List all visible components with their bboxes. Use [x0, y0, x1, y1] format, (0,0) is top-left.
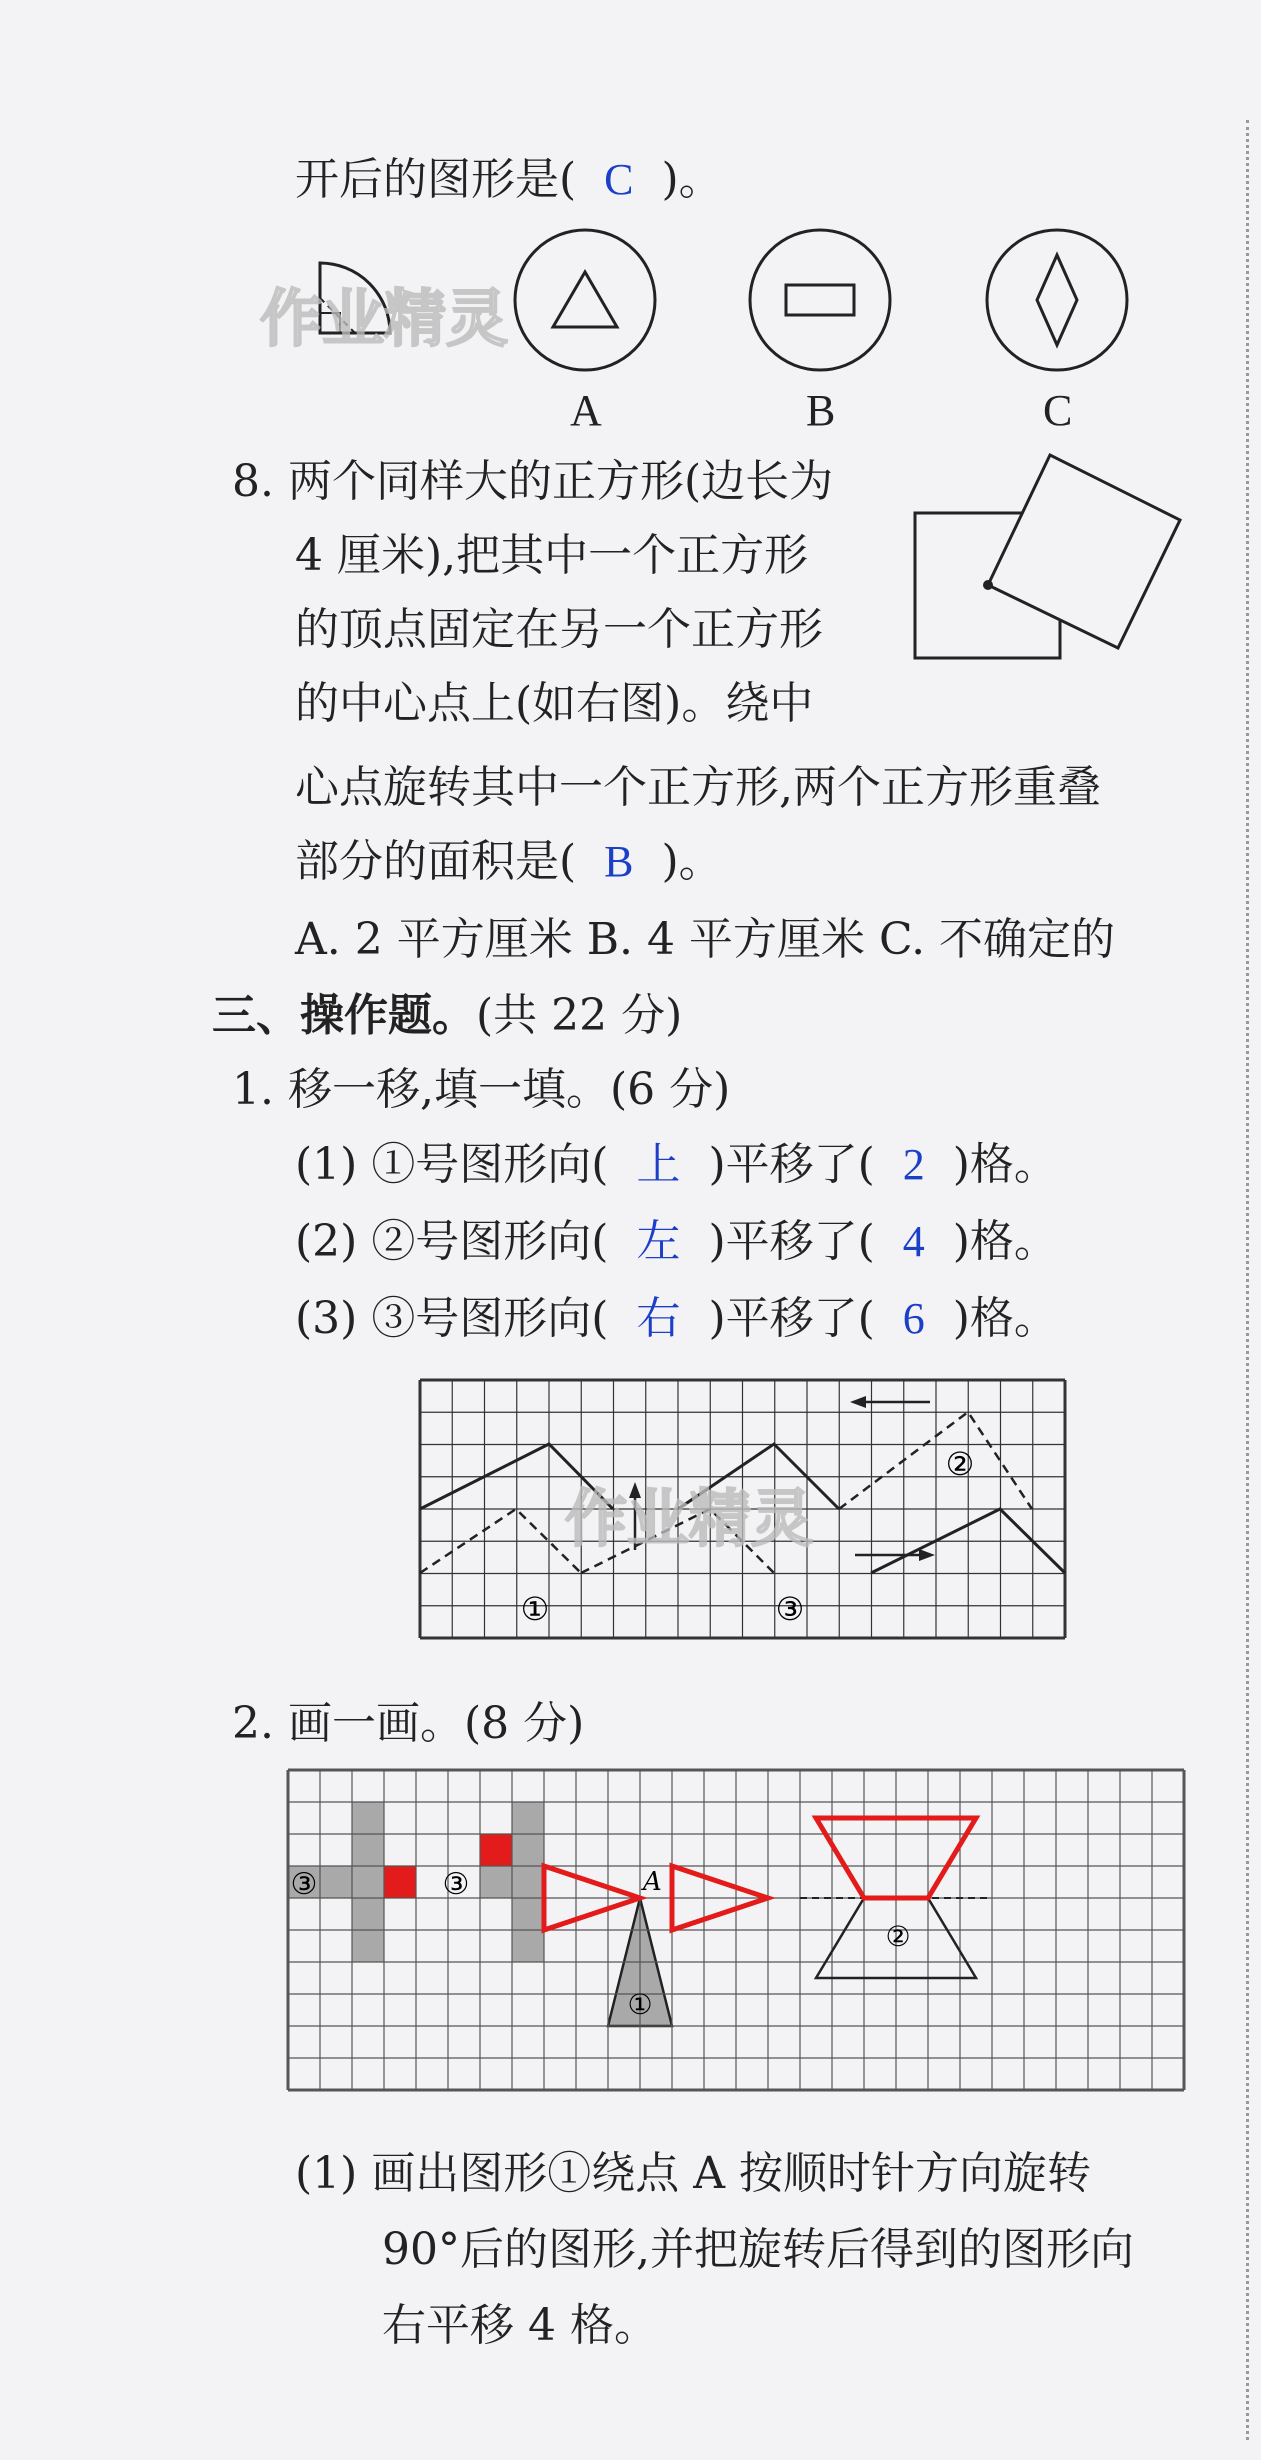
watermark: 作业精灵 [565, 1482, 814, 1555]
option-a-label: A [570, 386, 602, 435]
option-c-label: C [1043, 386, 1073, 435]
shape-2-label: ② [945, 1445, 975, 1483]
translation-grid [420, 1380, 1065, 1640]
op1-title: 1. 移一移,填一填。(6 分) [232, 1064, 731, 1115]
q8-line-5: 心点旋转其中一个正方形,两个正方形重叠 [295, 762, 1101, 813]
op2-sub1-line-1: (1) 画出图形①绕点 A 按顺时针方向旋转 [295, 2148, 1092, 2199]
shape-3-label-left: ③ [290, 1867, 318, 1902]
q7-line: 开后的图形是( C )。 [295, 154, 723, 205]
shape-3-label-right: ③ [442, 1867, 470, 1902]
shape-2-label: ② [885, 1920, 911, 1953]
op2-sub1-line-2: 90°后的图形,并把旋转后得到的图形向 [382, 2224, 1134, 2275]
op2-sub1-line-3: 右平移 4 格。 [382, 2300, 658, 2351]
q8-squares-figure [0, 0, 1261, 700]
shape-3-label: ③ [775, 1590, 805, 1628]
drawing-grid [288, 1770, 1188, 2090]
q8-choices: A. 2 平方厘米 B. 4 平方厘米 C. 不确定的 [295, 914, 1116, 965]
op2-title: 2. 画一画。(8 分) [232, 1698, 585, 1749]
q8-line-3: 的顶点固定在另一个正方形 [295, 604, 823, 655]
op1-item-1: (1) ①号图形向( 上 )平移了( 2 )格。 [295, 1139, 1058, 1190]
shape-1-label: ① [520, 1590, 550, 1628]
q8-line-6: 部分的面积是( B )。 [295, 836, 723, 887]
q8-line-2: 4 厘米),把其中一个正方形 [295, 530, 809, 581]
q8-line-1: 8. 两个同样大的正方形(边长为 [232, 456, 834, 507]
q8-answer: B [604, 837, 634, 886]
q8-line-4: 的中心点上(如右图)。绕中 [295, 678, 814, 729]
shape-1-label: ① [627, 1988, 653, 2021]
point-a-label: A [643, 1867, 662, 1897]
q7-answer: C [604, 155, 634, 204]
watermark: 作业精灵 [260, 282, 509, 355]
op1-item-2: (2) ②号图形向( 左 )平移了( 4 )格。 [295, 1216, 1058, 1267]
op1-item-3: (3) ③号图形向( 右 )平移了( 6 )格。 [295, 1293, 1058, 1344]
section3-heading: 三、操作题。(共 22 分) [212, 990, 683, 1041]
option-b-label: B [806, 386, 836, 435]
